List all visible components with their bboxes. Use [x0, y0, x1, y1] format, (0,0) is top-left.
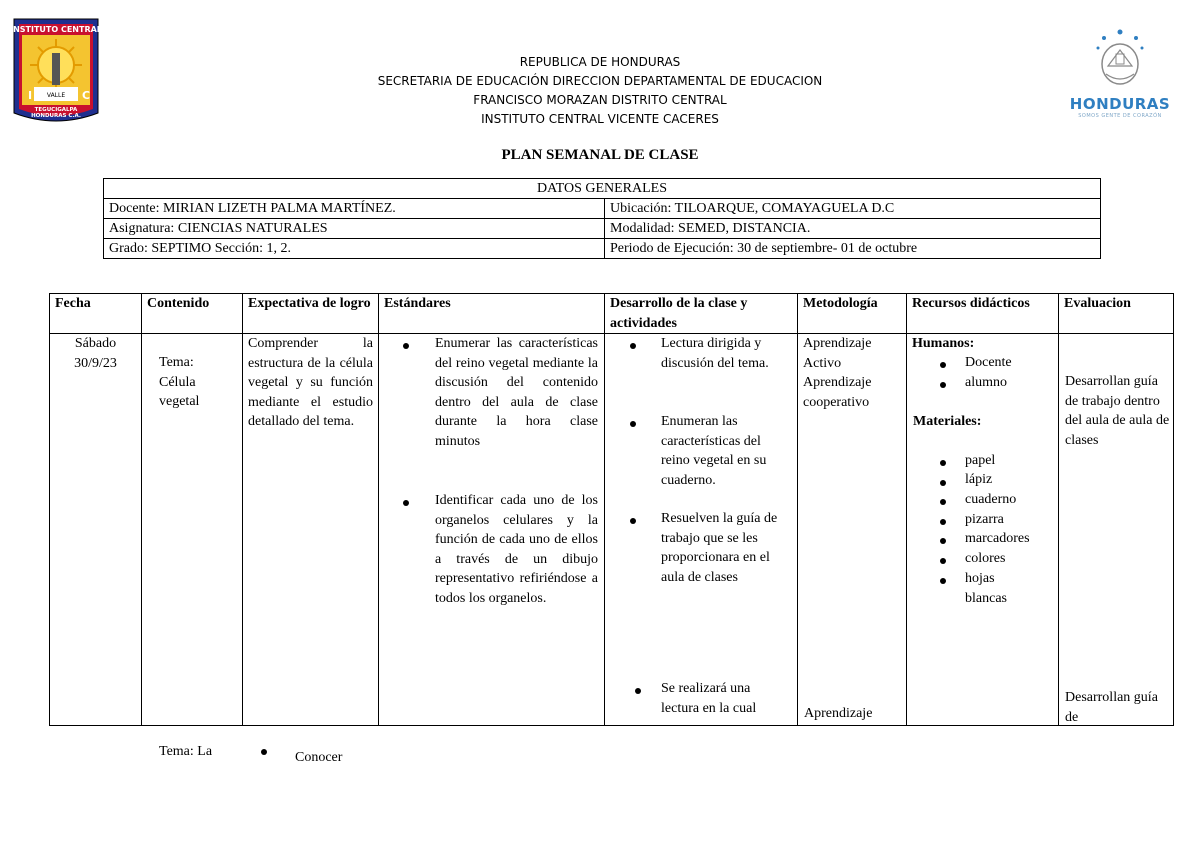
header-recursos: Recursos didácticos — [907, 294, 1059, 334]
metodologia-line: Aprendizaje — [803, 336, 872, 351]
bullet-icon — [940, 558, 946, 564]
header-evaluacion: Evaluacion — [1059, 294, 1174, 334]
desarrollo-item: Lectura dirigida y discusión del tema. — [661, 336, 769, 371]
bullet-icon — [630, 421, 636, 427]
cell-contenido — [142, 334, 243, 759]
bullet-icon — [635, 688, 641, 694]
bullet-icon — [940, 362, 946, 368]
general-data-heading: DATOS GENERALES — [104, 179, 1101, 199]
svg-text:VALLE: VALLE — [46, 92, 66, 99]
ubicacion-field: Ubicación: TILOARQUE, COMAYAGUELA D.C — [605, 199, 1101, 219]
header-estandares: Estándares — [379, 294, 605, 334]
bullet-icon — [630, 518, 636, 524]
asignatura-field: Asignatura: CIENCIAS NATURALES — [104, 219, 605, 239]
header-contenido: Contenido — [142, 294, 243, 334]
grado-field: Grado: SEPTIMO Sección: 1, 2. — [104, 239, 605, 259]
cell-desarrollo — [605, 334, 798, 726]
cell-expectativa — [243, 334, 379, 765]
header-line-3: FRANCISCO MORAZAN DISTRITO CENTRAL — [473, 93, 727, 107]
plan-row — [50, 334, 1174, 726]
header-line-2: SECRETARIA DE EDUCACIÓN DIRECCION DEPARTAMENTAL DE EDUCACION — [377, 74, 823, 88]
header-metodologia: Metodología — [798, 294, 907, 334]
estandar-item: Identificar cada uno de los organelos celulares y la función de cada uno de ellos a través de un dibujo representativo refiriéndose a todos los organelos. — [435, 493, 598, 606]
bullet-icon — [940, 519, 946, 525]
svg-text:I: I — [28, 89, 33, 102]
metodologia-line: Aprendizaje — [803, 375, 872, 390]
honduras-wordmark: HONDURAS — [1069, 95, 1171, 113]
header-fecha: Fecha — [50, 294, 142, 334]
honduras-slogan: SOMOS GENTE DE CORAZÓN — [1078, 113, 1162, 119]
metodologia-line: cooperativo — [803, 394, 870, 410]
metodologia-line: Activo — [803, 355, 842, 371]
logo-top-text: INSTITUTO CENTRAL — [12, 25, 100, 34]
recursos-materiales-label: Materiales: — [913, 414, 982, 429]
bullet-icon — [403, 500, 409, 506]
recurso-material: cuaderno — [965, 492, 1017, 507]
header-line-4: INSTITUTO CENTRAL VICENTE CACERES — [481, 112, 719, 126]
metodologia-next: Aprendizaje — [804, 706, 873, 721]
recurso-material: pizarra — [965, 512, 1004, 527]
estandar-item: Enumerar las características del reino vegetal mediante la discusión del contenido dentro del aula de clase durante la hora clase minutos — [435, 336, 598, 449]
bullet-icon — [630, 343, 636, 349]
recurso-material: papel — [965, 453, 996, 468]
expectativa-next: Conocer — [295, 750, 343, 765]
svg-text:HONDURAS C.A.: HONDURAS C.A. — [31, 113, 81, 119]
desarrollo-next: Se realizará una lectura en la cual — [661, 681, 757, 716]
cell-estandares — [379, 334, 605, 726]
contenido-next: Tema: La — [159, 744, 213, 759]
bullet-icon — [940, 499, 946, 505]
periodo-field: Periodo de Ejecución: 30 de septiembre- 01 de octubre — [605, 239, 1101, 259]
cell-recursos — [907, 334, 1059, 726]
cell-fecha — [50, 334, 142, 726]
expectativa-value: Comprender la estructura de la célula vegetal y su función mediante el estudio detallado del tema. — [248, 336, 373, 429]
document-header — [0, 53, 1200, 129]
cell-metodologia — [798, 334, 907, 726]
recurso-material: marcadores — [965, 531, 1030, 546]
recurso-material: hojas blancas — [965, 571, 1007, 606]
recurso-material: colores — [965, 551, 1006, 566]
general-data-table — [103, 178, 1101, 259]
recursos-humanos-label: Humanos: — [912, 336, 975, 351]
docente-field: Docente: MIRIAN LIZETH PALMA MARTÍNEZ. — [104, 199, 605, 219]
contenido-value: Tema: Célula vegetal — [159, 355, 200, 409]
bullet-icon — [403, 343, 409, 349]
svg-text:TEGUCIGALPA: TEGUCIGALPA — [34, 107, 78, 113]
weekly-plan-table — [49, 293, 1174, 765]
header-line-1: REPUBLICA DE HONDURAS — [519, 55, 681, 69]
evaluacion-value: Desarrollan guía de trabajo dentro del aula de aula de clases — [1065, 374, 1170, 448]
bullet-icon — [940, 578, 946, 584]
recurso-humano: Docente — [965, 355, 1012, 370]
bullet-icon — [940, 538, 946, 544]
bullet-icon — [940, 460, 946, 466]
cell-evaluacion — [1059, 334, 1174, 726]
bullet-icon — [261, 749, 267, 755]
recurso-material: lápiz — [965, 472, 993, 487]
svg-text:C: C — [82, 89, 91, 102]
header-expectativa: Expectativa de logro — [243, 294, 379, 334]
header-desarrollo: Desarrollo de la clase y actividades — [605, 294, 798, 334]
modalidad-field: Modalidad: SEMED, DISTANCIA. — [605, 219, 1101, 239]
recurso-humano: alumno — [965, 375, 1007, 390]
evaluacion-next: Desarrollan guía de — [1065, 690, 1158, 725]
bullet-icon — [940, 382, 946, 388]
desarrollo-item: Resuelven la guía de trabajo que se les proporcionara en el aula de clases — [661, 511, 778, 585]
plan-header-row — [50, 294, 1174, 334]
fecha-value: Sábado 30/9/23 — [74, 336, 117, 371]
desarrollo-item: Enumeran las características del reino vegetal en su cuaderno. — [661, 414, 767, 488]
bullet-icon — [940, 480, 946, 486]
page-title: PLAN SEMANAL DE CLASE — [501, 147, 699, 163]
